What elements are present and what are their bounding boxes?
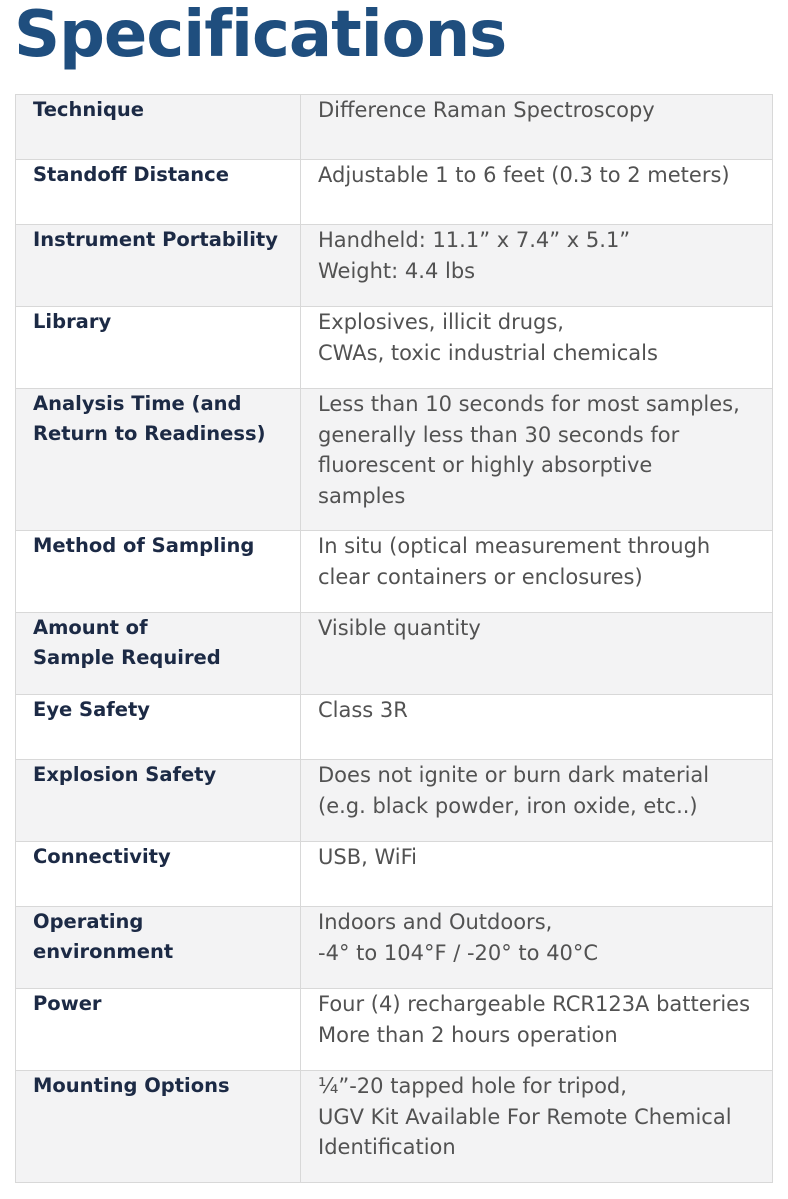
spec-row-standoff-distance (16, 160, 773, 225)
spec-label: Power (16, 989, 301, 1071)
spec-value: ¼”-20 tapped hole for tripod, UGV Kit Available For Remote Chemical Identification (301, 1071, 773, 1183)
spec-row-mounting-options (16, 1071, 773, 1183)
spec-row-method-of-sampling (16, 531, 773, 613)
spec-value: Less than 10 seconds for most samples, generally less than 30 seconds for fluorescent or highly absorptive samples (301, 389, 773, 531)
spec-row-power (16, 989, 773, 1071)
spec-label: Technique (16, 95, 301, 160)
spec-label: Library (16, 307, 301, 389)
spec-value: Visible quantity (301, 613, 773, 695)
spec-label: Analysis Time (and Return to Readiness) (16, 389, 301, 531)
spec-row-instrument-portability (16, 225, 773, 307)
spec-value: Class 3R (301, 695, 773, 760)
spec-label: Instrument Portability (16, 225, 301, 307)
spec-row-amount-of-sample (16, 613, 773, 695)
spec-label: Explosion Safety (16, 760, 301, 842)
spec-value: Explosives, illicit drugs, CWAs, toxic industrial chemicals (301, 307, 773, 389)
spec-value: Does not ignite or burn dark material (e.g. black powder, iron oxide, etc..) (301, 760, 773, 842)
spec-label: Operating environment (16, 907, 301, 989)
spec-label: Method of Sampling (16, 531, 301, 613)
spec-row-connectivity (16, 842, 773, 907)
spec-value: Handheld: 11.1” x 7.4” x 5.1” Weight: 4.4 lbs (301, 225, 773, 307)
spec-row-explosion-safety (16, 760, 773, 842)
spec-row-technique (16, 95, 773, 160)
spec-row-operating-environment (16, 907, 773, 989)
spec-label: Amount of Sample Required (16, 613, 301, 695)
spec-value: USB, WiFi (301, 842, 773, 907)
spec-label: Connectivity (16, 842, 301, 907)
page-title: Specifications (14, 0, 507, 72)
spec-label: Eye Safety (16, 695, 301, 760)
spec-value: Difference Raman Spectroscopy (301, 95, 773, 160)
spec-label: Mounting Options (16, 1071, 301, 1183)
spec-value: Four (4) rechargeable RCR123A batteries More than 2 hours operation (301, 989, 773, 1071)
spec-row-analysis-time (16, 389, 773, 531)
spec-row-library (16, 307, 773, 389)
spec-value: Adjustable 1 to 6 feet (0.3 to 2 meters) (301, 160, 773, 225)
specifications-table (15, 94, 773, 1183)
spec-label: Standoff Distance (16, 160, 301, 225)
spec-value: In situ (optical measurement through clear containers or enclosures) (301, 531, 773, 613)
spec-value: Indoors and Outdoors, -4° to 104°F / -20° to 40°C (301, 907, 773, 989)
spec-row-eye-safety (16, 695, 773, 760)
